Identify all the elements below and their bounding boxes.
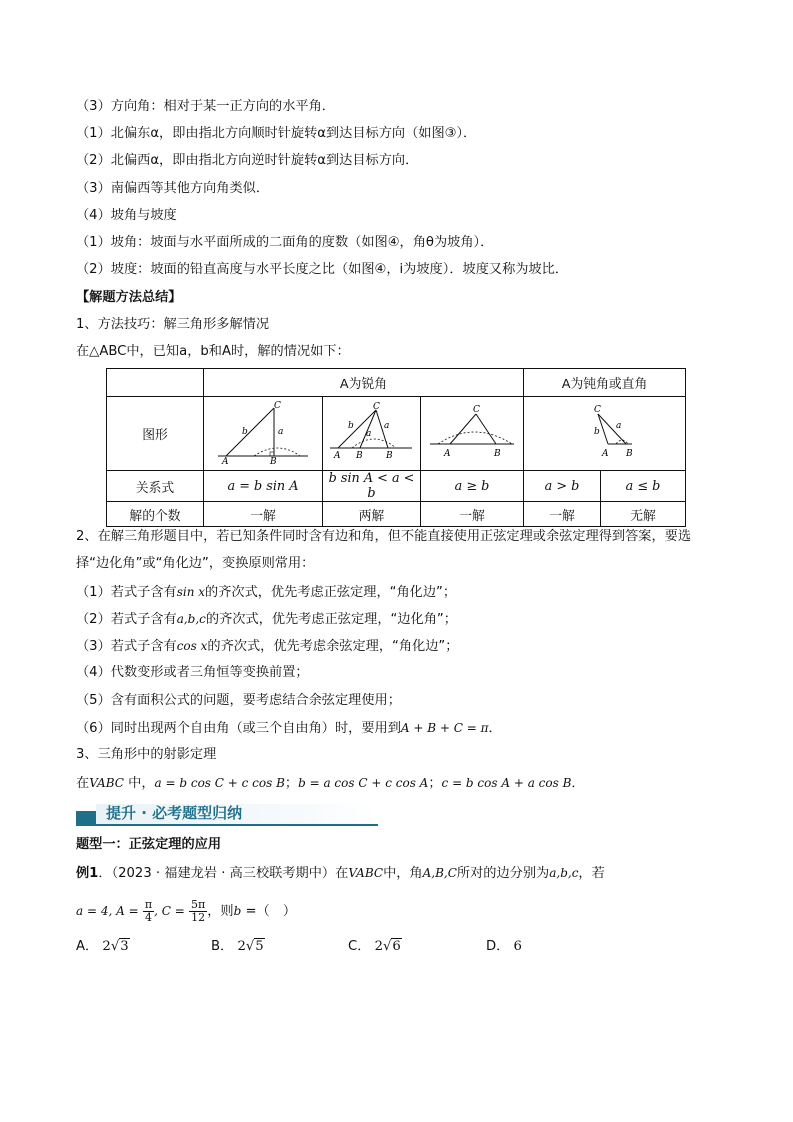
example-line — [76, 864, 605, 883]
svg-text:A: A — [444, 448, 451, 459]
figure-one-solution-right — [204, 397, 323, 471]
triangle-name: VABC — [348, 866, 384, 880]
rule-text: （3）若式子含有 — [76, 639, 177, 654]
text-line: （5）含有面积公式的问题，要考虑结合余弦定理使用； — [76, 693, 401, 708]
text-line: （4）代数变形或者三角恒等变换前置； — [76, 665, 309, 680]
rule-text: （1）若式子含有 — [76, 585, 177, 600]
count-cell: 无解 — [601, 502, 686, 527]
row-label-count: 解的个数 — [107, 502, 204, 527]
text-line: （2）坡度：坡面的铅直高度与水平长度之比（如图④，i为坡度）．坡度又称为坡比． — [76, 262, 569, 277]
option-label: C． — [348, 939, 371, 954]
text: =（ ） — [241, 904, 297, 919]
option-value: 2√6 — [374, 939, 401, 954]
option-label: A． — [76, 939, 99, 954]
relation-cell: a = b sin A — [204, 471, 323, 502]
rule-line — [76, 637, 458, 656]
numerator: 5π — [190, 897, 206, 911]
svg-text:b: b — [242, 426, 248, 437]
svg-text:a: a — [383, 420, 389, 431]
svg-text:B: B — [270, 456, 277, 464]
row-label-relation: 关系式 — [107, 471, 204, 502]
relation-cell: a ≤ b — [601, 471, 686, 502]
option-value: 2√5 — [237, 939, 264, 954]
section-banner — [76, 801, 378, 825]
svg-text:C: C — [473, 404, 480, 415]
option-b[interactable] — [211, 938, 265, 956]
rule-line — [76, 583, 456, 602]
text-line: 在△ABC中，已知a，b和A时，解的情况如下： — [76, 344, 350, 359]
option-value: 2√3 — [102, 939, 129, 954]
section-heading: 【解题方法总结】 — [76, 290, 182, 305]
relation-cell: b sin A < a < b — [323, 471, 421, 502]
question-type-heading: 题型一：正弦定理的应用 — [76, 837, 222, 852]
rule-math: cos x — [176, 639, 208, 653]
svg-text:B: B — [494, 448, 501, 459]
svg-text:B: B — [355, 450, 363, 461]
rule-line — [76, 610, 457, 629]
unknown-b: b — [233, 904, 242, 918]
rule-text: （2）若式子含有 — [76, 612, 177, 627]
svg-text:b: b — [347, 420, 354, 431]
figure-obtuse — [524, 397, 686, 471]
fraction-pi-over-4 — [143, 899, 154, 924]
text-line: （3）南偏西等其他方向角类似． — [76, 181, 270, 196]
figure-two-solutions — [323, 397, 421, 471]
count-cell: 一解 — [524, 502, 601, 527]
text-line: 2、在解三角形题目中，若已知条件同时含有边和角，但不能直接使用正弦定理或余弦定理得到答案，要选 — [76, 529, 692, 544]
text-line: （1）北偏东α，即由指北方向顺时针旋转α到达目标方向（如图③）． — [76, 126, 477, 141]
banner-title: 提升 · 必考题型归纳 — [106, 804, 243, 822]
count-cell: 两解 — [323, 502, 421, 527]
text: 在 — [76, 776, 90, 791]
separator: ； — [428, 776, 442, 791]
rule-text: 的齐次式，优先考虑正弦定理，“边化角”； — [205, 612, 457, 627]
text-line: 3、三角形中的射影定理 — [76, 747, 217, 762]
rule-text: （6）同时出现两个自由角（或三个自由角）时，要用到 — [76, 721, 401, 736]
triangle-figure — [326, 400, 418, 464]
figure-one-solution-a-ge-b — [421, 397, 524, 471]
rule-text: ． — [488, 721, 502, 736]
solution-cases-table — [106, 368, 686, 527]
example-label: 例1 — [76, 866, 99, 881]
svg-text:C: C — [372, 401, 380, 412]
rule-text: 的齐次式，优先考虑余弦定理，“角化边”； — [207, 639, 459, 654]
rule-line — [76, 719, 502, 738]
header-acute: A为锐角 — [204, 369, 524, 397]
banner-bar — [76, 811, 96, 825]
text: ，若 — [578, 866, 605, 881]
formula: b = a cos C + c cos A — [298, 776, 429, 790]
option-value: 6 — [513, 939, 522, 954]
header-obtuse: A为钝角或直角 — [524, 369, 686, 397]
text-line: （3）方向角：相对于某一正方向的水平角． — [76, 99, 335, 114]
svg-text:B: B — [385, 450, 393, 461]
formula: a = b cos C + c cos B — [154, 776, 285, 790]
banner-underline — [76, 824, 378, 826]
triangle-name: VABC — [89, 776, 124, 790]
separator: ； — [284, 776, 299, 791]
option-c[interactable] — [348, 938, 402, 956]
svg-text:C: C — [274, 400, 281, 411]
fraction-5pi-over-12 — [189, 899, 207, 924]
text-line: （1）坡角：坡面与水平面所成的二面角的度数（如图④，角θ为坡角）． — [76, 235, 494, 250]
svg-text:a: a — [365, 428, 371, 439]
text-line: （4）坡角与坡度 — [76, 208, 177, 223]
angles: A,B,C — [422, 866, 457, 880]
row-label-figure: 图形 — [107, 397, 204, 471]
rule-math: sin x — [176, 585, 206, 599]
svg-text:C: C — [593, 404, 601, 415]
formula: c = b cos A + a cos B — [441, 776, 572, 790]
svg-text:b: b — [593, 426, 600, 437]
text: ．（2023 · 福建龙岩 · 高三校联考期中）在 — [98, 866, 349, 881]
rule-math: A + B + C = π — [400, 721, 489, 735]
denominator: 4 — [144, 910, 152, 924]
condition-a: a = 4, A = — [76, 904, 139, 918]
text-line: 择“边化角”或“角化边”，变换原则常用： — [76, 556, 315, 571]
rule-math: a,b,c — [176, 612, 206, 626]
text: ． — [571, 776, 585, 791]
numerator: π — [144, 897, 153, 911]
rule-text: 的齐次式，优先考虑正弦定理，“角化边”； — [205, 585, 457, 600]
example-condition — [76, 898, 296, 925]
relation-cell: a > b — [524, 471, 601, 502]
text: 中，角 — [383, 866, 423, 881]
svg-text:B: B — [625, 448, 633, 459]
text: ，则 — [207, 904, 234, 919]
triangle-figure — [208, 400, 318, 464]
count-cell: 一解 — [204, 502, 323, 527]
triangle-figure — [424, 400, 520, 464]
table-corner — [107, 369, 204, 397]
svg-text:a: a — [278, 426, 284, 437]
text: 中， — [123, 776, 155, 791]
projection-theorem — [76, 774, 585, 793]
svg-text:a: a — [615, 420, 621, 431]
option-a[interactable] — [76, 938, 130, 956]
text-line: 1、方法技巧：解三角形多解情况 — [76, 317, 270, 332]
svg-text:A: A — [222, 456, 229, 464]
denominator: 12 — [191, 910, 206, 924]
triangle-figure — [530, 400, 680, 464]
condition-c: , C = — [154, 904, 185, 918]
count-cell: 一解 — [421, 502, 524, 527]
relation-cell: a ≥ b — [421, 471, 524, 502]
svg-text:A: A — [333, 450, 340, 461]
option-label: D． — [486, 939, 510, 954]
sides: a,b,c — [549, 866, 579, 880]
option-label: B． — [211, 939, 234, 954]
text: 所对的边分别为 — [456, 866, 550, 881]
svg-text:A: A — [601, 448, 608, 459]
text-line: （2）北偏西α，即由指北方向逆时针旋转α到达目标方向． — [76, 153, 419, 168]
option-d[interactable] — [486, 938, 522, 956]
